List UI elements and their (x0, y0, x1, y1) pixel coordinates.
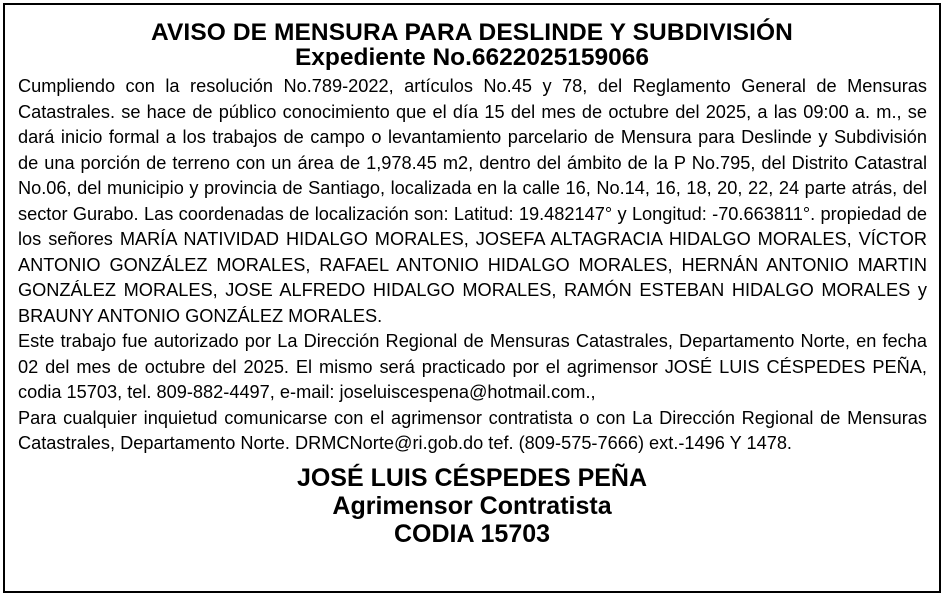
signature-role: Agrimensor Contratista (332, 491, 612, 520)
signature-name: JOSÉ LUIS CÉSPEDES PEÑA (296, 463, 648, 492)
paragraph-survey-details: Cumpliendo con la resolución No.789-2022, artículos No.45 y 78, del Reglamento General de Mensuras Catastrales. se hace de público conocimiento que el día 15 del mes de octubre del 2025, a las 09:00 a. m., se dará inicio formal a los trabajos de campo o levantamiento parcelario de Mensura para Deslinde y Subdivisión de una porción de terreno con un área de 1,978.45 m2, dentro del ámbito de la P No.795, del Distrito Catastral No.06, del municipio y provincia de Santiago, localizada en la calle 16, No.14, 16, 18, 20, 22, 24 parte atrás, del sector Gurabo. Las coordenadas de localización son: Latitud: 19.482147° y Longitud: -70.663811°. propiedad de los señores MARÍA NATIVIDAD HIDALGO MORALES, JOSEFA ALTAGRACIA HIDALGO MORALES, VÍCTOR ANTONIO GONZÁLEZ MORALES, RAFAEL ANTONIO HIDALGO MORALES, HERNÁN ANTONIO MARTIN GONZÁLEZ MORALES, JOSE ALFREDO HIDALGO MORALES, RAMÓN ESTEBAN HIDALGO MORALES y BRAUNY ANTONIO GONZÁLEZ MORALES. (18, 76, 927, 326)
signature-codia: CODIA 15703 (393, 519, 551, 548)
paragraph-authorization: Este trabajo fue autorizado por La Dirección Regional de Mensuras Catastrales, Departamento Norte, en fecha 02 del mes de octubre del 2025. El mismo será practicado por el agrimensor JOSÉ LUIS CÉSPEDES PEÑA, codia 15703, tel. 809-882-4497, e-mail: joseluiscespena@hotmail.com., (18, 331, 927, 402)
legal-notice-box (3, 3, 941, 593)
file-number: Expediente No.6622025159066 (294, 44, 650, 71)
notice-body (18, 74, 927, 457)
paragraph-contact: Para cualquier inquietud comunicarse con el agrimensor contratista o con La Dirección Regional de Mensuras Catastrales, Departamento Norte. DRMCNorte@ri.gob.do tef. (809-575-7666) ext.-1496 Y 1478. (18, 407, 927, 453)
notice-title: AVISO DE MENSURA PARA DESLINDE Y SUBDIVISIÓN (151, 19, 793, 46)
